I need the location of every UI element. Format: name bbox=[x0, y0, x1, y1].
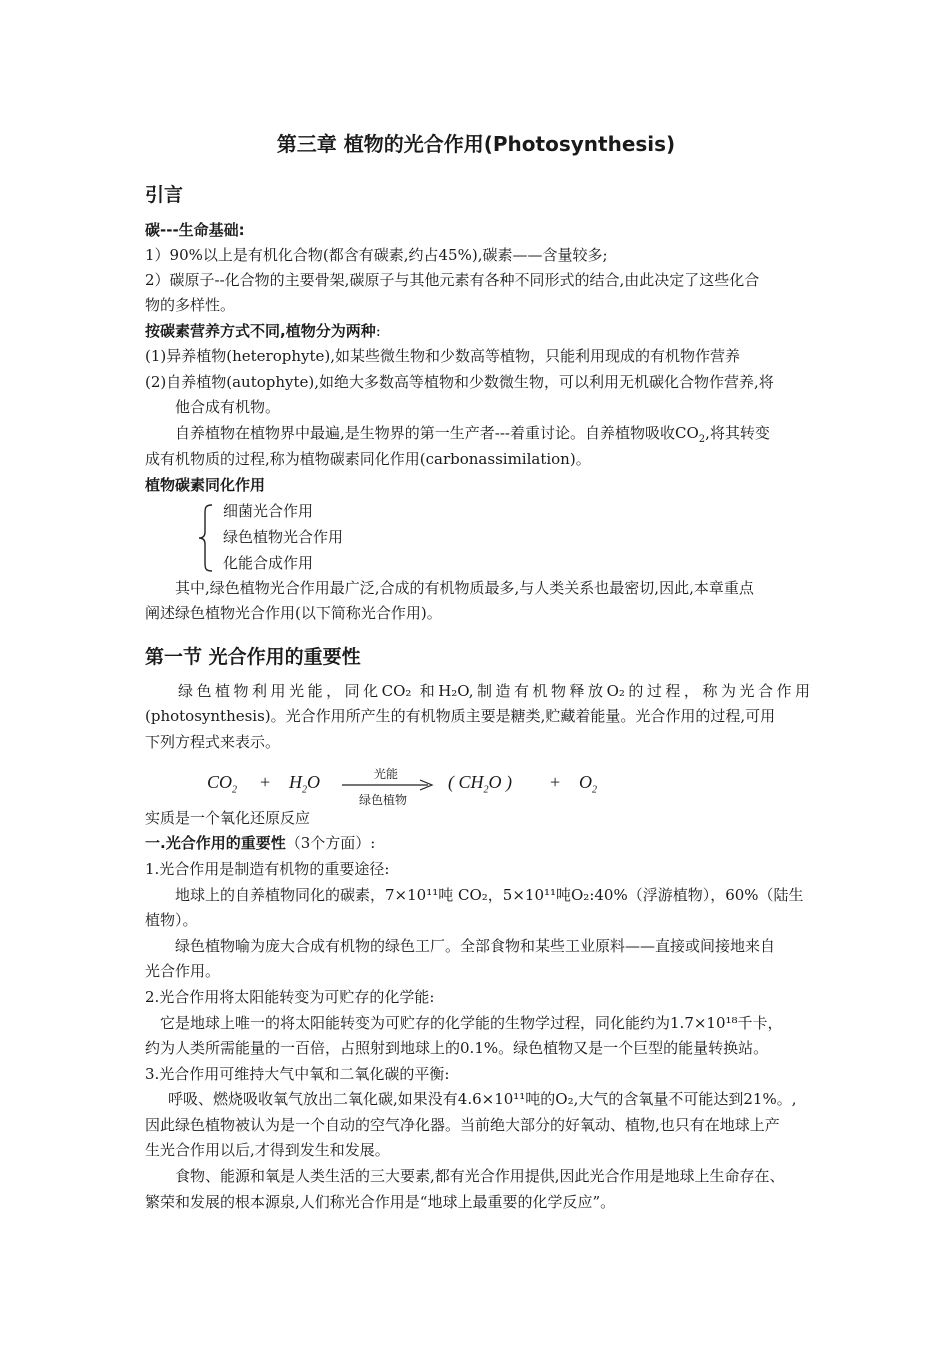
point1-line2: 植物）。 bbox=[145, 911, 198, 929]
section1-heading: 第一节 光合作用的重要性 bbox=[145, 646, 361, 668]
importance-subheading-bold: 一.光合作用的重要性 bbox=[145, 834, 286, 852]
section1-def-line2: (photosynthesis)。光合作用所产生的有机物质主要是糖类,贮藏着能量。光合作用的过程,可用 bbox=[145, 707, 776, 725]
equation-ch2o-text: ( CH bbox=[448, 772, 484, 792]
intro-heading: 引言 bbox=[145, 184, 184, 206]
equation-ch2o bbox=[448, 772, 512, 796]
point1-heading: 1.光合作用是制造有机物的重要途径: bbox=[145, 860, 390, 878]
intro-para1-text-a: 自养植物在植物界中最遍,是生物界的第一生产者---着重讨论。自养植物吸收CO bbox=[175, 424, 699, 442]
essence-line: 实质是一个氧化还原反应 bbox=[145, 809, 311, 827]
importance-subheading bbox=[145, 831, 375, 855]
equation-ch2o-sub: 2 bbox=[483, 784, 489, 796]
type-autophyte-line1: (2)自养植物(autophyte),如绝大多数高等植物和少数微生物，可以利用无机碳化合物作营养,将 bbox=[145, 373, 774, 391]
types-heading bbox=[145, 319, 381, 343]
point3-heading: 3.光合作用可维持大气中氧和二氧化碳的平衡: bbox=[145, 1065, 450, 1083]
carbon-heading: 碳---生命基础: bbox=[145, 221, 245, 239]
equation-plus-1: + bbox=[260, 772, 271, 792]
point2-line2: 约为人类所需能量的一百倍，占照射到地球上的0.1%。绿色植物又是一个巨型的能量转换站。 bbox=[145, 1039, 769, 1057]
point1-line4: 光合作用。 bbox=[145, 962, 221, 980]
equation-o2-text: O bbox=[579, 772, 592, 792]
type-heterophyte: (1)异养植物(heterophyte),如某些微生物和少数高等植物，只能利用现成的有机物作营养 bbox=[145, 347, 741, 365]
point2-heading: 2.光合作用将太阳能转变为可贮存的化学能: bbox=[145, 988, 435, 1006]
point4-line2: 繁荣和发展的根本源泉,人们称光合作用是“地球上最重要的化学反应”。 bbox=[145, 1193, 616, 1211]
intro-para2-line2: 阐述绿色植物光合作用(以下简称光合作用)。 bbox=[145, 604, 442, 622]
importance-subheading-rest: （3个方面）: bbox=[285, 834, 376, 852]
point1-line1: 地球上的自养植物同化的碳素，7×10¹¹吨 CO₂，5×10¹¹吨O₂:40%（浮游植物），60%（陆生 bbox=[175, 886, 804, 904]
equation-h2o-text: H bbox=[289, 772, 302, 792]
equation-co2-sub: 2 bbox=[232, 784, 238, 796]
type-autophyte-line2: 他合成有机物。 bbox=[175, 398, 281, 416]
point3-line1: 呼吸、燃烧吸收氧气放出二氧化碳,如果没有4.6×10¹¹吨的O₂,大气的含氧量不可能达到21%。, bbox=[168, 1090, 797, 1108]
equation-o2 bbox=[579, 772, 597, 796]
intro-para1-sub: 2 bbox=[698, 434, 706, 445]
intro-para1-text-b: ,将其转变 bbox=[705, 424, 770, 442]
intro-item-2-line1: 2）碳原子--化合物的主要骨架,碳原子与其他元素有各种不同形式的结合,由此决定了这些化合 bbox=[145, 271, 760, 289]
equation-plus-2: + bbox=[550, 772, 561, 792]
equation-arrow-bottom-label: 绿色植物 bbox=[359, 793, 408, 807]
equation-o2-sub: 2 bbox=[592, 784, 597, 796]
point1-line3: 绿色植物喻为庞大合成有机物的绿色工厂。全部食物和某些工业原料——直接或间接地来自 bbox=[175, 937, 776, 955]
point4-line1: 食物、能源和氧是人类生活的三大要素,都有光合作用提供,因此光合作用是地球上生命存在、 bbox=[175, 1167, 785, 1185]
equation-co2-text: CO bbox=[207, 772, 233, 792]
equation-co2 bbox=[207, 772, 238, 796]
point3-line2: 因此绿色植物被认为是一个自动的空气净化器。当前绝大部分的好氧动、植物,也只有在地球上产 bbox=[145, 1116, 780, 1134]
intro-para1-line1 bbox=[175, 421, 770, 445]
intro-item-1: 1）90%以上是有机化合物(都含有碳素,约占45%),碳素——含量较多; bbox=[145, 246, 608, 264]
types-heading-colon: : bbox=[375, 322, 381, 340]
point2-line1: 它是地球上唯一的将太阳能转变为可贮存的化学能的生物学过程，同化能约为1.7×10¹⁸千卡， bbox=[160, 1014, 783, 1032]
section1-def-line1: 绿色植物利用光能，同化CO₂ 和H₂O,制造有机物释放O₂的过程，称为光合作用 bbox=[178, 682, 810, 700]
equation-arrow-top-label: 光能 bbox=[374, 767, 399, 781]
intro-item-2-line2: 物的多样性。 bbox=[145, 296, 236, 314]
intro-para1-line2: 成有机物质的过程,称为植物碳素同化作用(carbonassimilation)。 bbox=[145, 450, 591, 468]
reaction-arrow-icon bbox=[340, 779, 436, 791]
assimilation-heading: 植物碳素同化作用 bbox=[145, 476, 266, 494]
equation-h2o bbox=[289, 772, 320, 796]
left-brace-icon bbox=[196, 502, 216, 574]
page-title: 第三章 植物的光合作用(Photosynthesis) bbox=[276, 132, 676, 156]
assimilation-item-chemosynthesis: 化能合成作用 bbox=[223, 554, 314, 572]
section1-def-line3: 下列方程式来表示。 bbox=[145, 733, 281, 751]
assimilation-item-bacterial: 细菌光合作用 bbox=[223, 502, 314, 520]
assimilation-item-green-plant: 绿色植物光合作用 bbox=[223, 528, 344, 546]
point3-line3: 生光合作用以后,才得到发生和发展。 bbox=[145, 1141, 390, 1159]
intro-para2-line1: 其中,绿色植物光合作用最广泛,合成的有机物质最多,与人类关系也最密切,因此,本章重点 bbox=[175, 579, 754, 597]
equation-ch2o-end: O ) bbox=[488, 772, 512, 792]
types-heading-bold: 按碳素营养方式不同,植物分为两种 bbox=[145, 322, 376, 340]
equation-h2o-sub: 2 bbox=[302, 784, 307, 796]
equation-h2o-end: O bbox=[307, 772, 320, 792]
